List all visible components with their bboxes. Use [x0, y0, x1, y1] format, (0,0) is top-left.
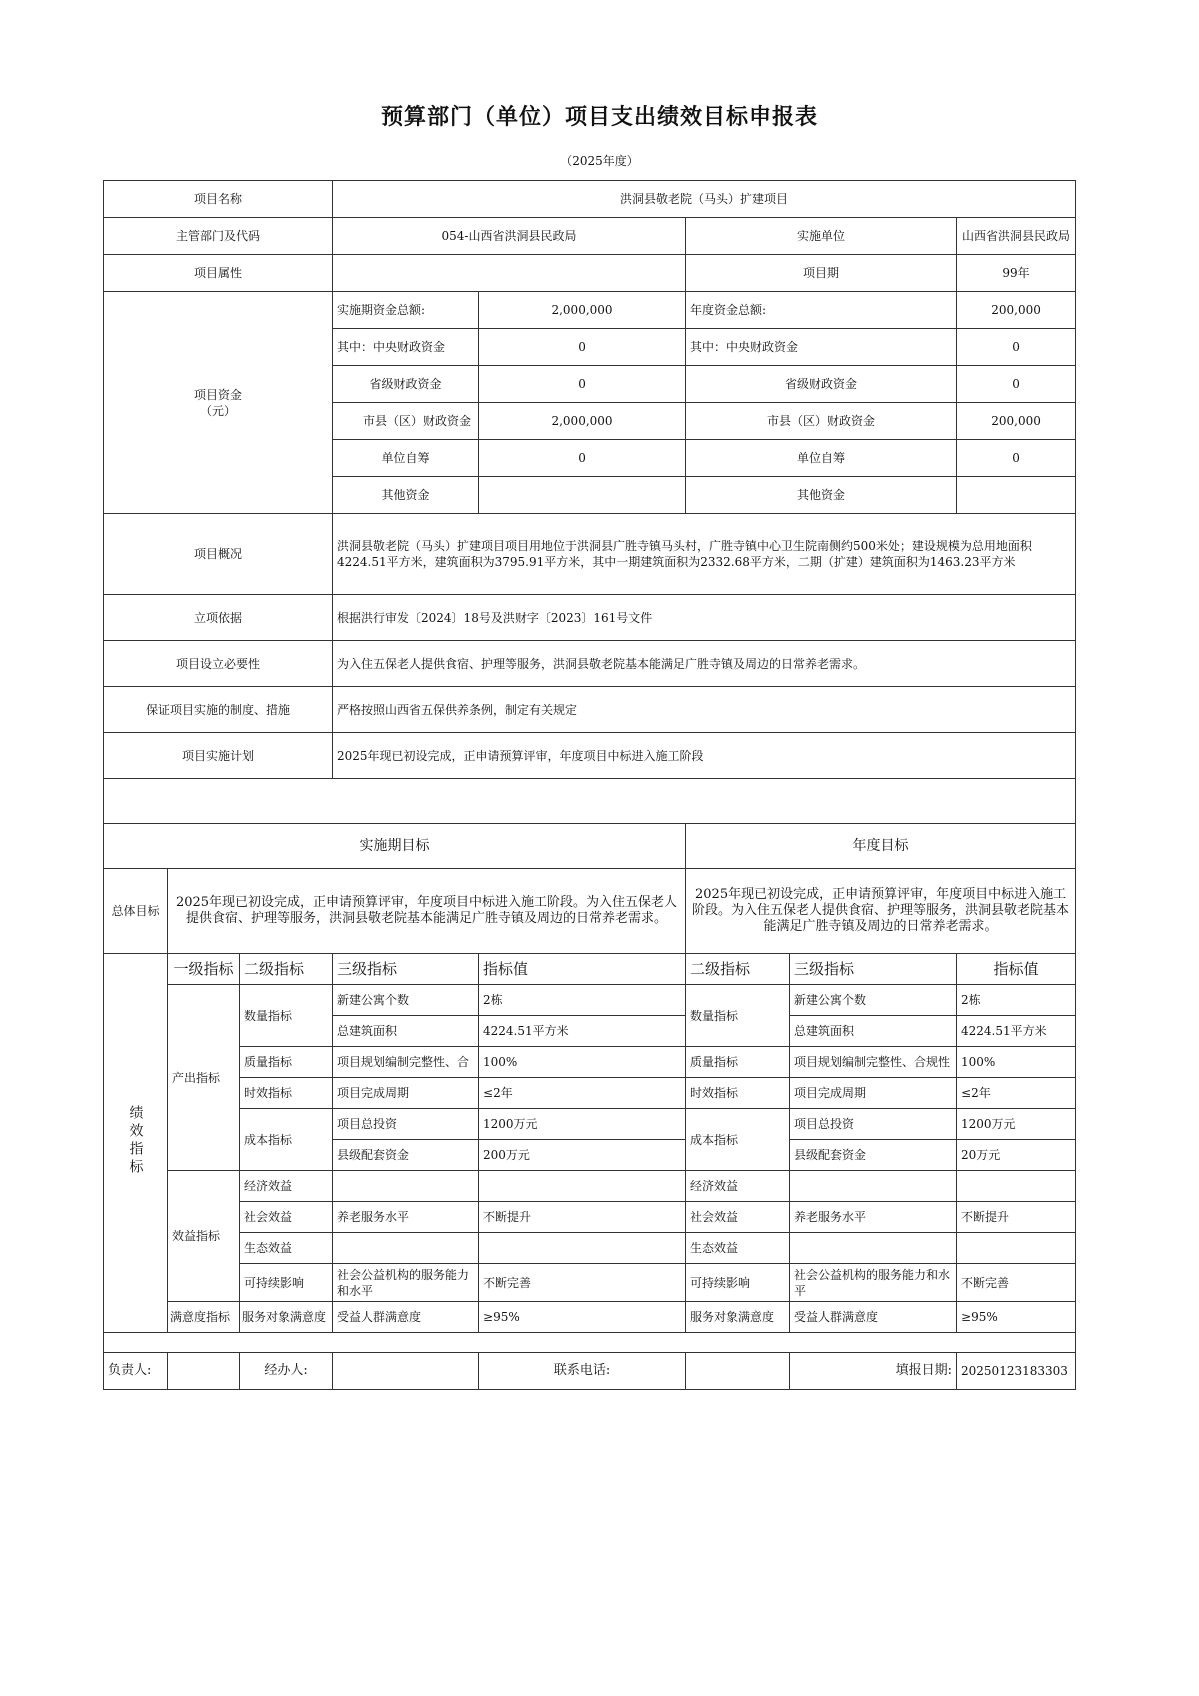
fund-label: 单位自筹	[333, 440, 479, 477]
fund-value	[957, 477, 1076, 514]
fund-label: 年度资金总额:	[686, 292, 957, 329]
fund-label: 省级财政资金	[686, 366, 957, 403]
indicator-value: 20万元	[957, 1140, 1076, 1171]
fund-label: 单位自筹	[686, 440, 957, 477]
indicator-name: 总建筑面积	[333, 1016, 479, 1047]
plan-text: 2025年现已初设完成，正申请预算评审，年度项目中标进入施工阶段	[333, 733, 1076, 779]
measures-label: 保证项目实施的制度、措施	[104, 687, 333, 733]
economic-indicator: 经济效益	[686, 1171, 790, 1202]
indicator-name: 项目规划编制完整性、合规性	[790, 1047, 957, 1078]
indicator-name: 项目完成周期	[333, 1078, 479, 1109]
social-indicator: 社会效益	[240, 1202, 333, 1233]
page-title: 预算部门（单位）项目支出绩效目标申报表	[380, 105, 818, 130]
measures-text: 严格按照山西省五保供养条例，制定有关规定	[333, 687, 1076, 733]
value-header: 指标值	[957, 954, 1076, 985]
service-satisfaction-indicator: 服务对象满意度	[686, 1302, 790, 1333]
indicator-name	[333, 1233, 479, 1264]
indicator-name: 受益人群满意度	[333, 1302, 479, 1333]
indicator-value: ≥95%	[479, 1302, 686, 1333]
level2-header: 二级指标	[686, 954, 790, 985]
indicator-name: 新建公寓个数	[790, 985, 957, 1016]
fund-value: 2,000,000	[479, 403, 686, 440]
quantity-indicator: 数量指标	[240, 985, 333, 1047]
indicator-name: 新建公寓个数	[333, 985, 479, 1016]
indicator-value: 2栋	[479, 985, 686, 1016]
satisfaction-indicator-label: 满意度指标	[168, 1302, 240, 1333]
blank-row	[104, 779, 1076, 824]
indicator-value: 1200万元	[479, 1109, 686, 1140]
indicator-value: 不断提升	[479, 1202, 686, 1233]
spacer-row	[104, 1333, 1076, 1353]
indicator-value: 100%	[479, 1047, 686, 1078]
project-name: 洪洞县敬老院（马头）扩建项目	[333, 181, 1076, 218]
social-indicator: 社会效益	[686, 1202, 790, 1233]
quality-indicator: 质量指标	[240, 1047, 333, 1078]
indicator-value: 不断完善	[957, 1264, 1076, 1302]
cost-indicator: 成本指标	[240, 1109, 333, 1171]
fund-label: 省级财政资金	[333, 366, 479, 403]
indicator-name: 总建筑面积	[790, 1016, 957, 1047]
indicator-name	[333, 1171, 479, 1202]
necessity-text: 为入住五保老人提供食宿、护理等服务，洪洞县敬老院基本能满足广胜寺镇及周边的日常养老需求。	[333, 641, 1076, 687]
fund-value: 200,000	[957, 292, 1076, 329]
indicator-value	[479, 1233, 686, 1264]
quality-indicator: 质量指标	[686, 1047, 790, 1078]
fund-label: 市县（区）财政资金	[686, 403, 957, 440]
indicator-value: ≤2年	[957, 1078, 1076, 1109]
impl-unit-label: 实施单位	[686, 218, 957, 255]
fund-label: 其他资金	[333, 477, 479, 514]
indicator-name	[790, 1171, 957, 1202]
fund-value: 2,000,000	[479, 292, 686, 329]
fund-value: 0	[957, 366, 1076, 403]
indicator-name: 项目总投资	[790, 1109, 957, 1140]
project-period-label: 项目期	[686, 255, 957, 292]
necessity-label: 项目设立必要性	[104, 641, 333, 687]
leader-label: 负责人:	[104, 1353, 168, 1390]
indicator-value: ≤2年	[479, 1078, 686, 1109]
indicator-name: 县级配套资金	[333, 1140, 479, 1171]
indicator-value: 1200万元	[957, 1109, 1076, 1140]
output-indicator-label: 产出指标	[168, 985, 240, 1171]
indicator-value: ≥95%	[957, 1302, 1076, 1333]
indicator-value: 不断完善	[479, 1264, 686, 1302]
impl-goal-text: 2025年现已初设完成，正申请预算评审，年度项目中标进入施工阶段。为入住五保老人提供食宿、护理等服务，洪洞县敬老院基本能满足广胜寺镇及周边的日常养老需求。	[168, 869, 686, 954]
ecological-indicator: 生态效益	[686, 1233, 790, 1264]
plan-label: 项目实施计划	[104, 733, 333, 779]
dept-value: 054-山西省洪洞县民政局	[333, 218, 686, 255]
indicator-value: 4224.51平方米	[957, 1016, 1076, 1047]
funds-label-line1: 项目资金	[194, 387, 243, 402]
year-goal-header: 年度目标	[686, 824, 1076, 869]
level3-header: 三级指标	[333, 954, 479, 985]
value-header: 指标值	[479, 954, 686, 985]
indicator-name: 受益人群满意度	[790, 1302, 957, 1333]
fund-value	[479, 477, 686, 514]
level3-header: 三级指标	[790, 954, 957, 985]
performance-indicator-label: 绩效指标	[104, 954, 168, 1333]
overview-text: 洪洞县敬老院（马头）扩建项目项目用地位于洪洞县广胜寺镇马头村，广胜寺镇中心卫生院南侧约500米处；建设规模为总用地面积4224.51平方米，建筑面积为3795.91平方米，其中一期建筑面积为2332.68平方米，二期（扩建）建筑面积为1463.23平方米	[333, 514, 1076, 595]
indicator-name: 养老服务水平	[790, 1202, 957, 1233]
indicator-name: 项目规划编制完整性、合	[333, 1047, 479, 1078]
year-goal-text: 2025年现已初设完成，正申请预算评审，年度项目中标进入施工阶段。为入住五保老人提供食宿、护理等服务，洪洞县敬老院基本能满足广胜寺镇及周边的日常养老需求。	[686, 869, 1076, 954]
fund-value: 0	[479, 329, 686, 366]
report-year: （2025年度）	[560, 154, 639, 168]
date-value: 20250123183303	[957, 1353, 1076, 1390]
economic-indicator: 经济效益	[240, 1171, 333, 1202]
fund-label: 其中：中央财政资金	[333, 329, 479, 366]
fund-label: 实施期资金总额:	[333, 292, 479, 329]
indicator-value: 100%	[957, 1047, 1076, 1078]
overview-label: 项目概况	[104, 514, 333, 595]
fund-value: 200,000	[957, 403, 1076, 440]
dept-label: 主管部门及代码	[104, 218, 333, 255]
indicator-name: 县级配套资金	[790, 1140, 957, 1171]
level2-header: 二级指标	[240, 954, 333, 985]
indicator-name: 养老服务水平	[333, 1202, 479, 1233]
project-attr-label: 项目属性	[104, 255, 333, 292]
timeliness-indicator: 时效指标	[240, 1078, 333, 1109]
sustainable-indicator: 可持续影响	[240, 1264, 333, 1302]
fund-label: 其他资金	[686, 477, 957, 514]
project-period-value: 99年	[957, 255, 1076, 292]
quantity-indicator: 数量指标	[686, 985, 790, 1047]
project-name-label: 项目名称	[104, 181, 333, 218]
fund-value: 0	[957, 440, 1076, 477]
sustainable-indicator: 可持续影响	[686, 1264, 790, 1302]
date-label: 填报日期:	[790, 1353, 957, 1390]
timeliness-indicator: 时效指标	[686, 1078, 790, 1109]
fund-label: 其中：中央财政资金	[686, 329, 957, 366]
funds-label	[104, 292, 333, 514]
ecological-indicator: 生态效益	[240, 1233, 333, 1264]
basis-label: 立项依据	[104, 595, 333, 641]
indicator-value: 200万元	[479, 1140, 686, 1171]
service-satisfaction-indicator: 服务对象满意度	[240, 1302, 333, 1333]
funds-label-line2: （元）	[200, 403, 237, 418]
indicator-name: 社会公益机构的服务能力和水平	[333, 1264, 479, 1302]
basis-text: 根据洪行审发〔2024〕18号及洪财字〔2023〕161号文件	[333, 595, 1076, 641]
phone-label: 联系电话:	[479, 1353, 686, 1390]
fund-value: 0	[479, 440, 686, 477]
indicator-name	[790, 1233, 957, 1264]
impl-goal-header: 实施期目标	[104, 824, 686, 869]
indicator-value	[957, 1233, 1076, 1264]
indicator-name: 项目总投资	[333, 1109, 479, 1140]
indicator-value: 不断提升	[957, 1202, 1076, 1233]
handler-value	[333, 1353, 479, 1390]
benefit-indicator-label: 效益指标	[168, 1171, 240, 1302]
phone-value	[686, 1353, 790, 1390]
impl-unit-value: 山西省洪洞县民政局	[957, 218, 1076, 255]
fund-value: 0	[957, 329, 1076, 366]
indicator-value: 4224.51平方米	[479, 1016, 686, 1047]
indicator-name: 社会公益机构的服务能力和水平	[790, 1264, 957, 1302]
cost-indicator: 成本指标	[686, 1109, 790, 1171]
leader-value	[168, 1353, 240, 1390]
indicator-value	[479, 1171, 686, 1202]
fund-label: 市县（区）财政资金	[333, 403, 479, 440]
overall-goal-label: 总体目标	[104, 869, 168, 954]
indicator-value: 2栋	[957, 985, 1076, 1016]
fund-value: 0	[479, 366, 686, 403]
performance-target-table	[103, 180, 1076, 1390]
level1-header: 一级指标	[168, 954, 240, 985]
handler-label: 经办人:	[240, 1353, 333, 1390]
indicator-name: 项目完成周期	[790, 1078, 957, 1109]
indicator-value	[957, 1171, 1076, 1202]
project-attr-value	[333, 255, 686, 292]
